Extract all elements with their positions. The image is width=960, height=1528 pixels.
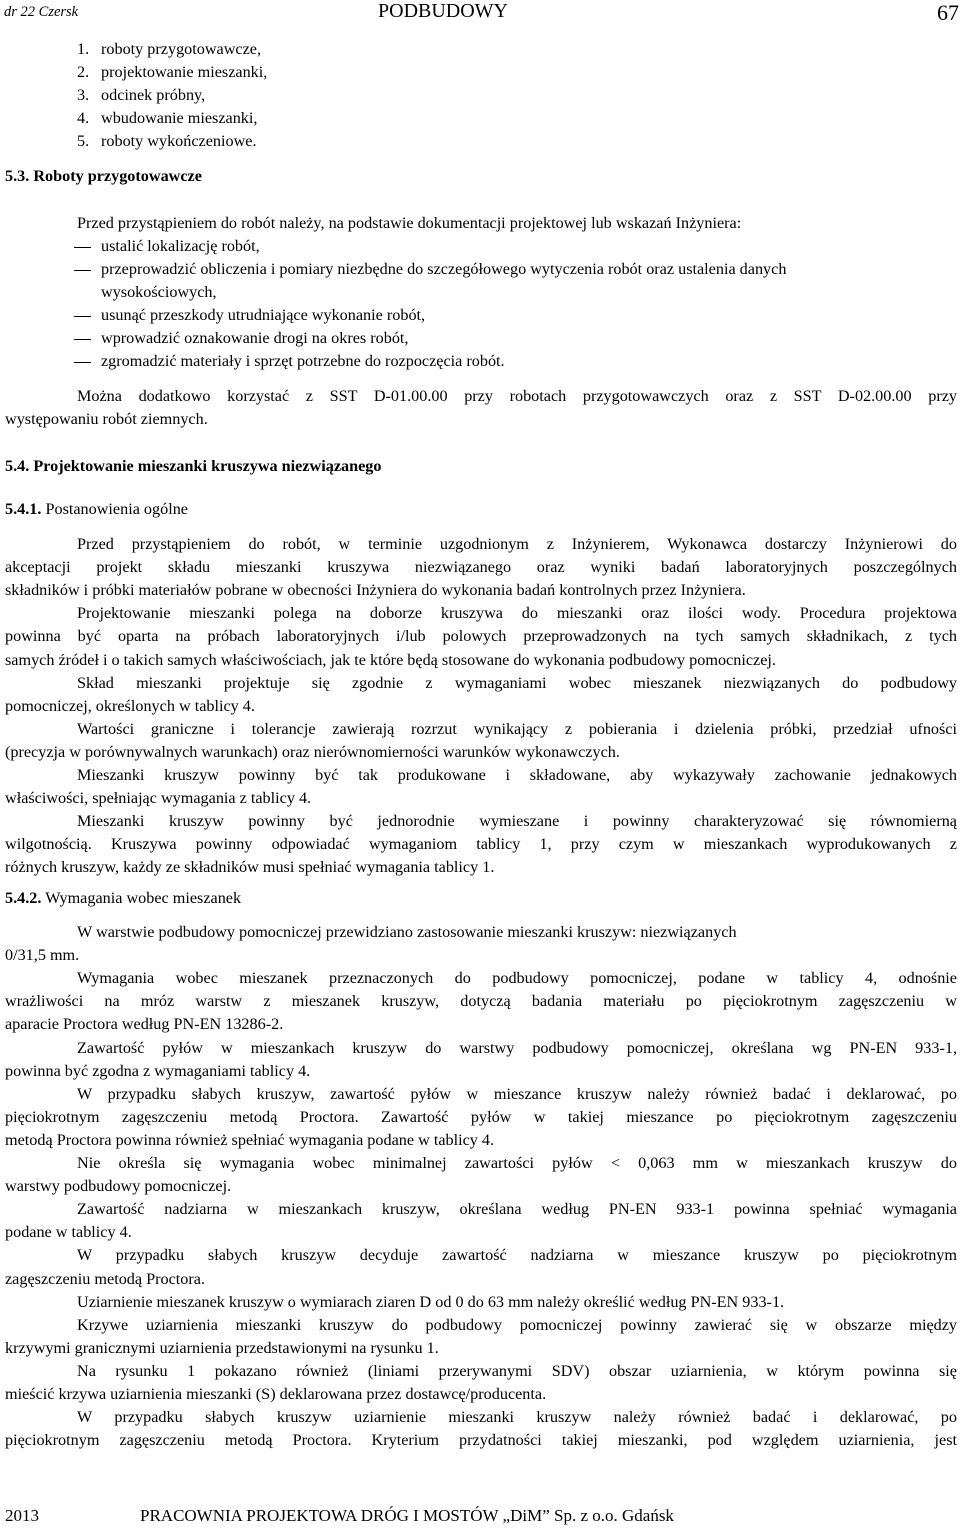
dash-bullet [74,362,91,363]
paragraph-line: różnych kruszyw, każdy ze składników musi spełniać wymagania tablicy 1. [5,858,495,877]
bullet-item: przeprowadzić obliczenia i pomiary niezbędne do szczegółowego wytyczenia robót oraz ustalenia danych [101,260,787,278]
paragraph-line: powinna być zgodna z wymaganiami tablicy 4. [5,1061,311,1080]
list-item: projektowanie mieszanki, [101,63,268,81]
paragraph-line: krzywymi granicznymi uziarnienia przedstawionymi na rysunku 1. [5,1338,439,1357]
paragraph-line: zagęszczeniu metodą Proctora. [5,1269,205,1288]
dash-bullet [74,270,91,271]
paragraph-line: pomocniczej, określonych w tablicy 4. [5,696,255,715]
section-title: Postanowienia ogólne [45,500,188,518]
paragraph-line: Uziarnienie mieszanek kruszyw o wymiarach ziaren D od 0 do 63 mm należy określić według PN-EN 933-1. [77,1292,785,1311]
paragraph-line: Zawartość pyłów w mieszankach kruszyw do warstwy podbudowy pomocniczej, określana wg PN-EN 933-1, [77,1038,957,1057]
header-title: PODBUDOWY [378,0,508,22]
section-heading-5-4-1 [5,498,188,521]
list-item-number: 5. [77,132,90,150]
paragraph-line: składników i próbki materiałów pobrane w obecności Inżyniera do wykonania badań kontrolnych przez Inżyniera. [5,581,746,600]
paragraph-line: W przypadku słabych kruszyw, zawartość pyłów w mieszance kruszyw należy również badać i deklarować, po [77,1084,957,1103]
paragraph-intro: Przed przystąpieniem do robót należy, na podstawie dokumentacji projektowej lub wskazań Inżyniera: [77,214,742,232]
footer-year: 2013 [5,1506,39,1525]
paragraph-line: aparacie Proctora według PN-EN 13286-2. [5,1015,284,1034]
dash-bullet [74,247,91,248]
bullet-item-continued: wysokościowych, [101,283,217,301]
page-number: 67 [937,0,959,25]
section-number: 5.4.2. [5,889,42,907]
list-item-number: 1. [77,40,90,58]
paragraph-line: pięciokrotnym zagęszczeniu metodą Proctora. Zawartość pyłów w takiej mieszance po pięciokrotnym zagęszczeniu [5,1107,957,1126]
section-heading-5-4: 5.4. Projektowanie mieszanki kruszywa niezwiązanego [5,457,382,475]
footer-company: PRACOWNIA PROJEKTOWA DRÓG I MOSTÓW „DiM” Sp. z o.o. Gdańsk [140,1506,674,1525]
paragraph-note-continued: występowaniu robót ziemnych. [5,410,208,428]
paragraph-line: 0/31,5 mm. [5,946,80,965]
paragraph-line: podane w tablicy 4. [5,1223,132,1242]
paragraph-line: właściwości, spełniając wymagania z tablicy 4. [5,789,312,808]
section-title: Wymagania wobec mieszanek [45,889,242,907]
list-item: roboty wykończeniowe. [101,132,257,150]
paragraph-line: Skład mieszanki projektuje się zgodnie z wymaganiami wobec mieszanek niezwiązanych do podbudowy [77,673,957,692]
paragraph-line: metodą Proctora powinna również spełniać wymagania podane w tablicy 4. [5,1130,495,1149]
paragraph-note: Można dodatkowo korzystać z SST D-01.00.00 przy robotach przygotowawczych oraz z SST D-02.00.00 przy [77,387,957,405]
list-item: roboty przygotowawcze, [101,40,262,58]
section-number: 5.4.1. [5,500,42,518]
section-heading-5-3: 5.3. Roboty przygotowawcze [5,167,202,185]
paragraph-line: Nie określa się wymagania wobec minimalnej zawartości pyłów < 0,063 mm w mieszankach kruszyw do [77,1154,957,1172]
paragraph-line: Mieszanki kruszyw powinny być tak produkowane i składowane, aby wykazywały zachowanie jednakowych [77,766,957,784]
paragraph-line: Zawartość nadziarna w mieszankach kruszyw, określana według PN-EN 933-1 powinna spełniać wymagania [77,1200,957,1219]
paragraph-line: W przypadku słabych kruszyw uziarnienie mieszanki kruszyw należy również badać i deklarować, po [77,1408,957,1427]
paragraph-line: Krzywe uziarnienia mieszanki kruszyw do podbudowy pomocniczej powinny zawierać się w obszarze między [77,1315,957,1334]
paragraph-line: (precyzja w porównywalnych warunkach) oraz nierównomierności warunków wykonawczych. [5,742,620,761]
paragraph-line: Wartości graniczne i tolerancje zawierają rozrzut wynikający z pobierania i dzielenia próbki, przedział ufności [77,719,957,738]
list-item-number: 3. [77,86,90,104]
dash-bullet [74,339,91,340]
paragraph-line: W warstwie podbudowy pomocniczej przewidziano zastosowanie mieszanki kruszyw: niezwiązanych [77,923,737,941]
paragraph-line: wrażliwości na mróz warstw z mieszanek kruszyw, dotyczą badania materiału po pięciokrotnym zagęszczeniu w [5,992,957,1011]
paragraph-line: powinna być oparta na próbach laboratoryjnych i/lub polowych przeprowadzonych na tych samych składnikach, z tych [5,627,957,646]
bullet-item: ustalić lokalizację robót, [101,237,260,255]
list-item-number: 4. [77,109,90,127]
paragraph-line: pięciokrotnym zagęszczeniu metodą Proctora. Kryterium przydatności takiej mieszanki, pod względem uziarnienia, jest [5,1431,957,1450]
paragraph-line: wilgotnością. Kruszywa powinny odpowiadać wymaganiom tablicy 1, przy czym w mieszankach wyprodukowanych z [5,835,957,854]
header-author: dr 22 Czersk [4,4,79,20]
list-item: odcinek próbny, [101,86,206,104]
paragraph-line: mieścić krzywa uziarnienia mieszanki (S) deklarowana przez dostawcę/producenta. [5,1385,547,1403]
paragraph-line: Projektowanie mieszanki polega na doborze kruszywa do mieszanki oraz ilości wody. Procedura projektowa [77,604,957,623]
paragraph-line: samych źródeł i o takich samych właściwościach, jak te które będą stosowane do wykonania podbudowy pomocniczej. [5,650,776,669]
paragraph-line: Wymagania wobec mieszanek przeznaczonych do podbudowy pomocniczej, podane w tablicy 4, odnośnie [77,969,957,988]
paragraph-line: Mieszanki kruszyw powinny być jednorodnie wymieszane i powinny charakteryzować się równomierną [77,812,957,831]
list-item: wbudowanie mieszanki, [101,109,258,127]
paragraph-line: Na rysunku 1 pokazano również (liniami przerywanymi SDV) obszar uziarnienia, w którym powinna się [77,1361,957,1380]
section-heading-5-4-2 [5,887,241,910]
bullet-item: zgromadzić materiały i sprzęt potrzebne do rozpoczęcia robót. [101,352,505,370]
paragraph-line: W przypadku słabych kruszyw decyduje zawartość nadziarna w mieszance kruszyw po pięciokrotnym [77,1246,957,1265]
dash-bullet [74,316,91,317]
paragraph-line: akceptacji projekt składu mieszanki kruszywa niezwiązanego oraz wyniki badań laboratoryjnych poszczególnych [5,558,957,577]
paragraph-line: Przed przystąpieniem do robót, w terminie uzgodnionym z Inżynierem, Wykonawca dostarczy Inżynierowi do [77,535,957,553]
list-item-number: 2. [77,63,90,81]
bullet-item: usunąć przeszkody utrudniające wykonanie robót, [101,306,426,324]
paragraph-line: warstwy podbudowy pomocniczej. [5,1177,232,1196]
bullet-item: wprowadzić oznakowanie drogi na okres robót, [101,329,409,347]
